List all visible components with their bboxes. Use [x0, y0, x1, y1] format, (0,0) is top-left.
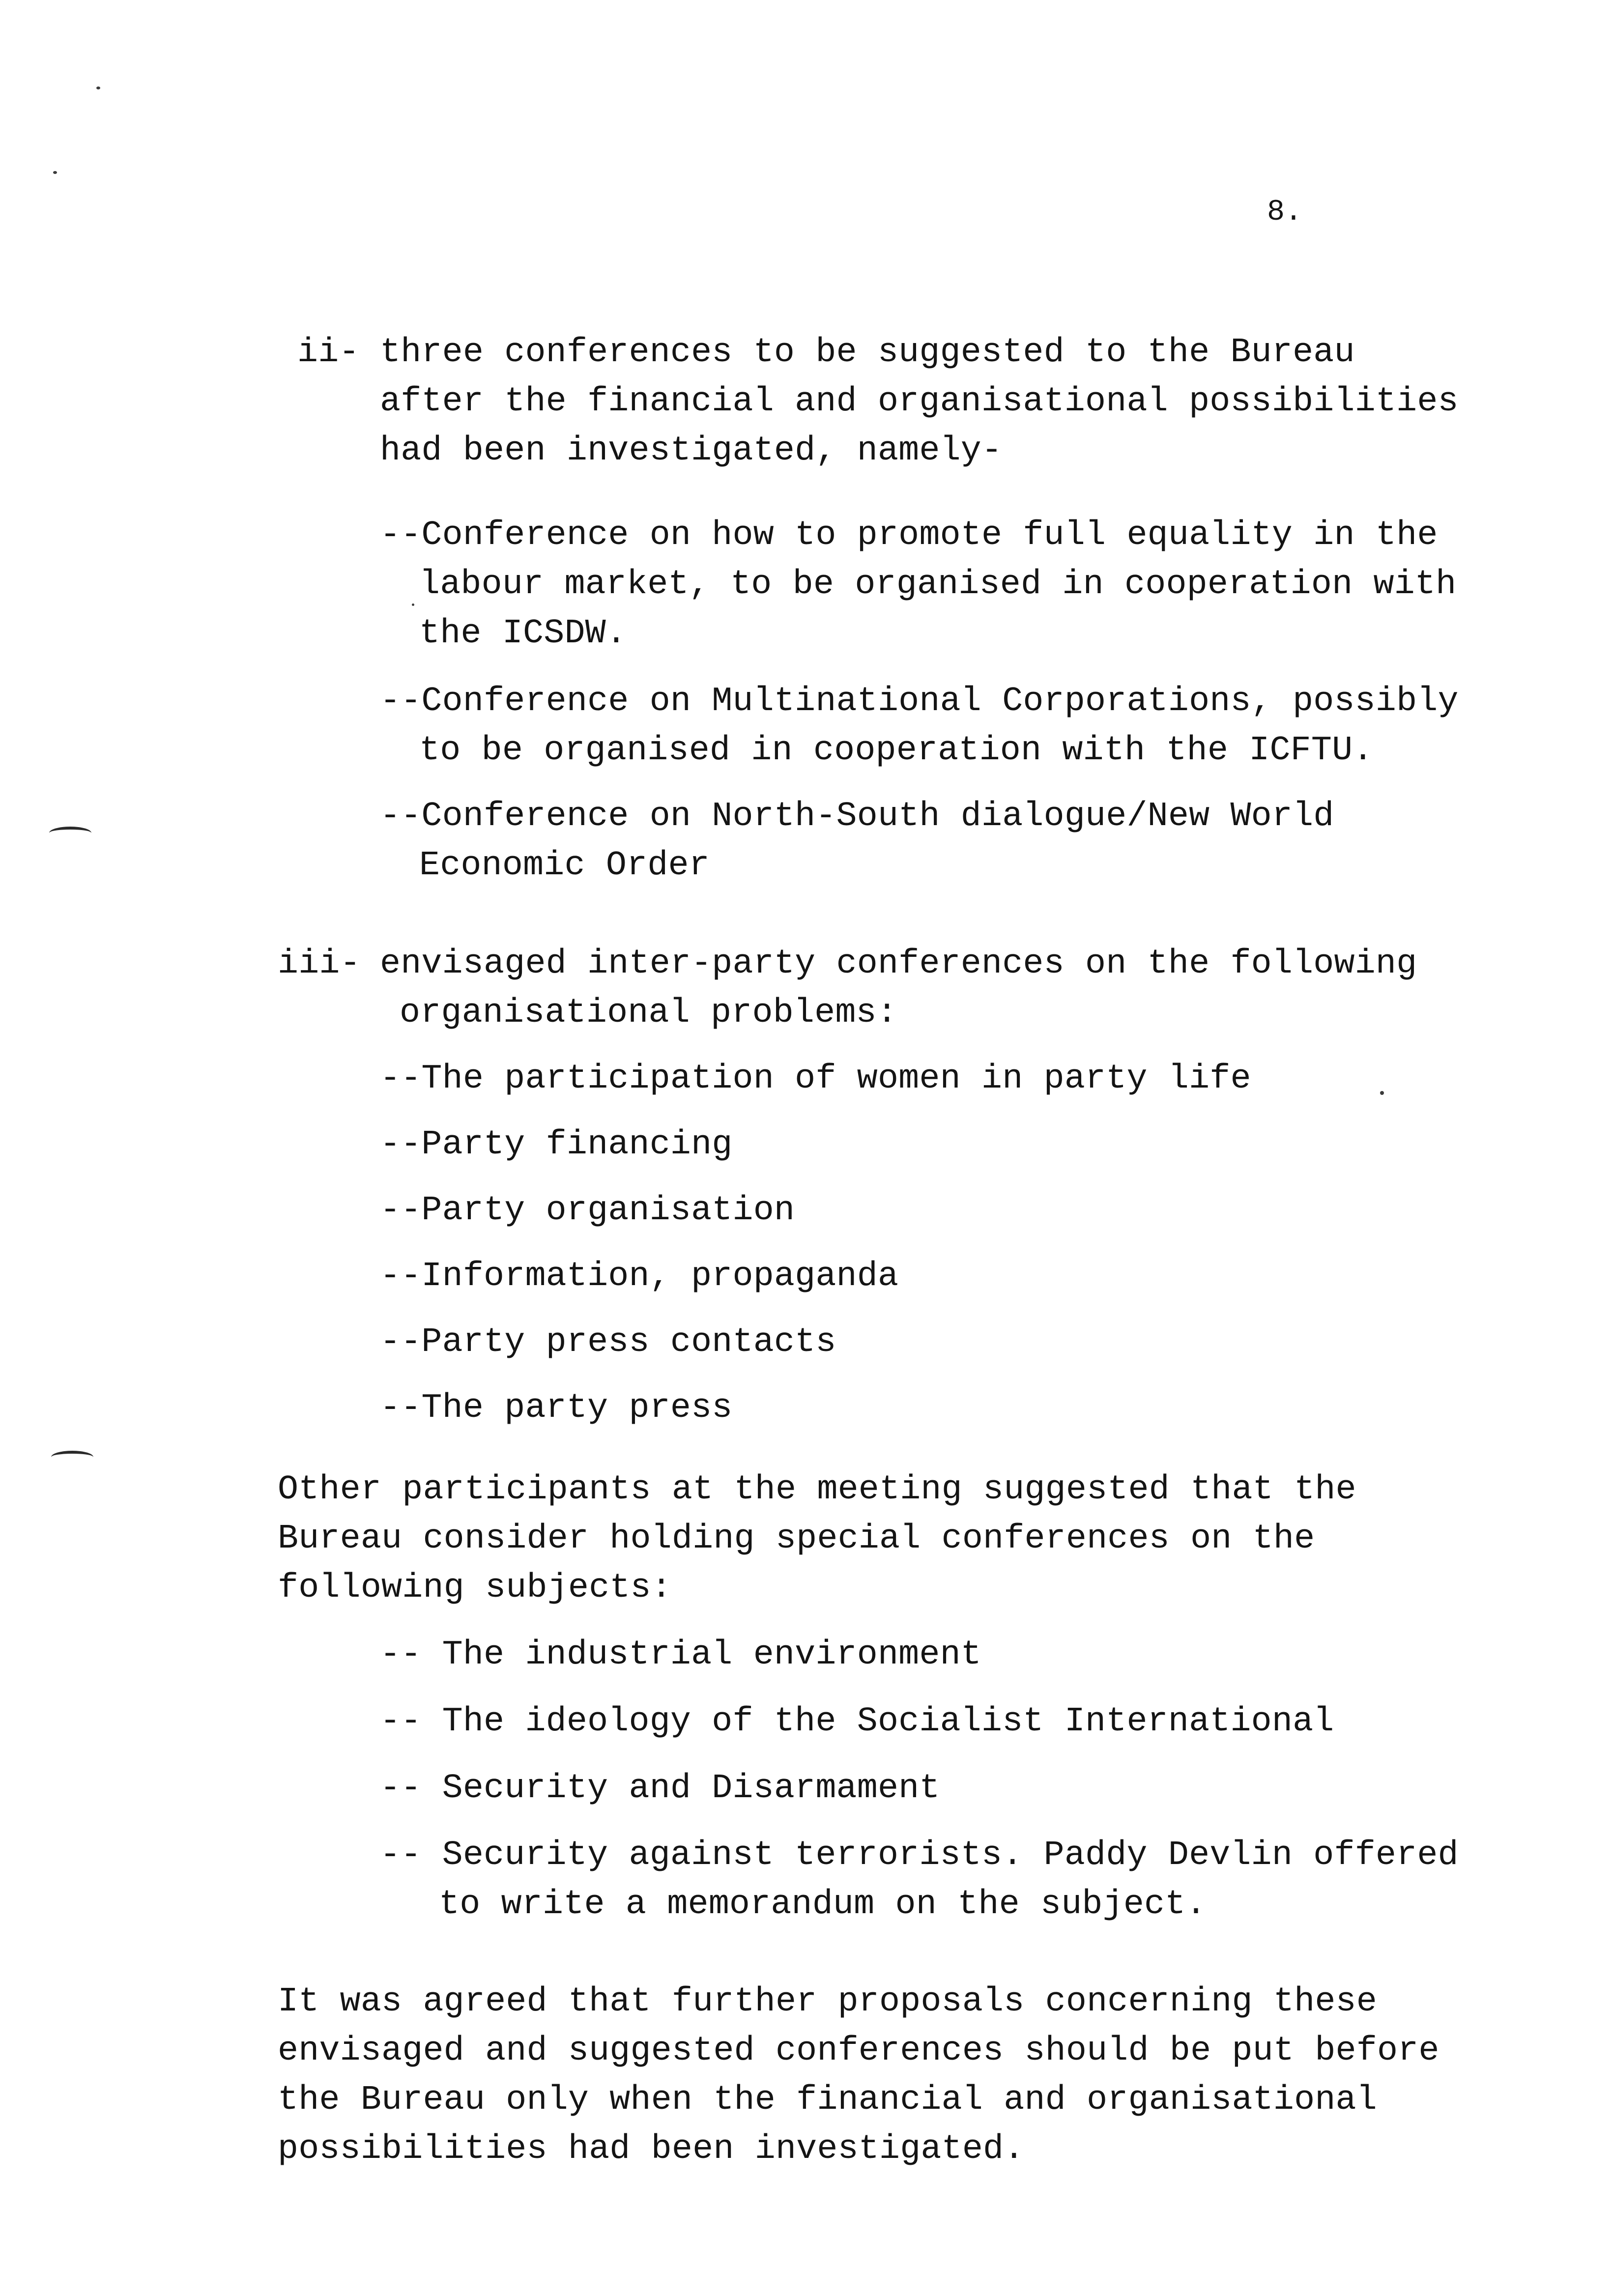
section-iii-label: iii- — [278, 945, 361, 983]
scan-speck — [1380, 1091, 1384, 1095]
list-item-continuation: the ICSDW. — [419, 614, 627, 653]
list-item: --Party financing — [380, 1125, 733, 1164]
list-item: -- Security and Disarmament — [380, 1769, 940, 1808]
section-iii-line: organisational problems: — [400, 994, 897, 1033]
list-item-continuation: to be organised in cooperation with the ICFTU. — [419, 731, 1374, 770]
section-ii-label: ii- — [297, 333, 360, 372]
list-item: --The party press — [380, 1389, 733, 1428]
paragraph-line: following subjects: — [278, 1569, 672, 1607]
section-ii-line: three conferences to be suggested to the Bureau — [380, 333, 1355, 372]
section-ii-line: had been investigated, namely- — [380, 431, 1003, 470]
list-item-continuation: Economic Order — [419, 846, 710, 885]
paragraph-line: envisaged and suggested conferences should be put before — [278, 2032, 1439, 2070]
list-item: --Conference on how to promote full equality in the — [380, 516, 1438, 555]
scan-speck — [412, 603, 414, 606]
list-item: --Conference on North-South dialogue/New World — [380, 797, 1334, 836]
section-ii-line: after the financial and organisational possibilities — [380, 382, 1459, 421]
punch-hole-mark — [49, 827, 91, 839]
list-item: --The participation of women in party life — [380, 1060, 1251, 1098]
list-item: -- The industrial environment — [380, 1636, 981, 1674]
punch-hole-mark — [51, 1451, 93, 1464]
paragraph-line: Other participants at the meeting suggested that the — [278, 1470, 1356, 1509]
list-item: --Information, propaganda — [380, 1257, 899, 1296]
page-number: 8. — [1267, 196, 1303, 229]
scan-speck — [53, 171, 57, 174]
list-item: -- Security against terrorists. Paddy Devlin offered — [380, 1836, 1459, 1875]
scan-speck — [96, 86, 100, 89]
list-item: -- The ideology of the Socialist International — [380, 1702, 1334, 1741]
paragraph-line: possibilities had been investigated. — [278, 2130, 1025, 2169]
list-item: --Conference on Multinational Corporations, possibly — [380, 682, 1459, 721]
list-item-continuation: labour market, to be organised in cooperation with — [419, 565, 1457, 604]
paragraph-line: It was agreed that further proposals concerning these — [278, 1982, 1377, 2021]
list-item: --Party press contacts — [380, 1323, 836, 1362]
paragraph-line: the Bureau only when the financial and organisational — [278, 2081, 1377, 2120]
paragraph-line: Bureau consider holding special conferences on the — [278, 1520, 1315, 1558]
list-item-continuation: to write a memorandum on the subject. — [439, 1885, 1207, 1924]
list-item: --Party organisation — [380, 1191, 795, 1230]
section-iii-line: envisaged inter-party conferences on the following — [380, 945, 1417, 983]
